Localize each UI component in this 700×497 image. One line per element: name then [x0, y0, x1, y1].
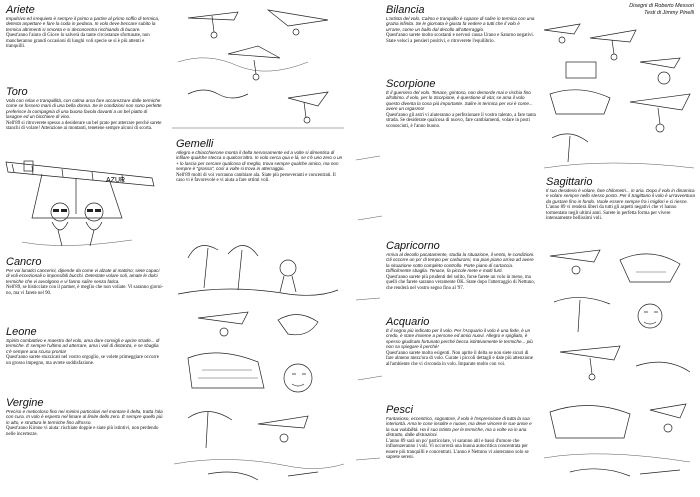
sign-cancro	[6, 256, 164, 296]
sign-title: Pesci	[386, 404, 413, 416]
flying-scenes-drawing	[540, 18, 698, 174]
sign-title: Vergine	[6, 397, 44, 409]
scenes-drawing	[168, 228, 348, 496]
sign-pesci	[386, 404, 536, 461]
sign-forecast-text: Quest'anno l'aiuto di Giove lo salverà da tante circostanze sfortunate, non mancheranno grandi occasioni di lunghi voli specie se si è più attenti e tranquilli.	[6, 33, 150, 50]
credits	[629, 3, 694, 17]
sign-scorpione	[386, 78, 536, 129]
sign-forecast-text: Quest'anno gli astri vi aiuteranno a perfezionare il vostro talento, a fare tanta strada. Se desiderate qualcosa di nuovo, fare cambiamenti, volare in posti sconosciuti, è l'anno buono.	[386, 112, 536, 129]
landing-scenes-drawing	[540, 242, 698, 496]
sign-character-text: Per voi lunatici cancerini, dipende da come vi alzate al mattino; siete capaci di voli eccezionali o impossibili bucchi. Detestate volare soli, amate le dolci termiche che vi avvolgono e vi fanno salire senza fatica.	[6, 268, 160, 284]
sign-character-text: Fantasioso, eccentrico, sognatore, il volo è l'espressione di tutta la sua interiorità. Ama le cose insolite e nuove, ma deve vincere le sue ansie e la sua volubilità. Ha il suo istinto per le termiche, ma a volte va in aria distratto, dalle distrazioni.	[386, 416, 532, 438]
sign-character-text: Spirito combattivo e maestro del volo, ama dare consigli e aprire strade... di termiche. È sempre l'ultimo ad atterrare, ama i voli di distanza, e se sbaglia c'è sempre una scusa pronta!	[6, 338, 160, 354]
sign-character-text: È il segno più indicato per il volo. Per l'Acquario il volo è una fede, è un credo, è stare insieme a persone ed amici nuovi. Allegro e spigliato, è spesso giudicato fortunato perché becca istintivamente le termiche... più non sa spiegare il perché!	[386, 328, 533, 350]
sign-title: Ariete	[6, 4, 35, 16]
sign-title: Toro	[6, 86, 28, 98]
sign-capricorno	[386, 240, 536, 291]
sign-forecast-text: Nell'89, se bisticciate con il partner, è meglio che non voliate. Vi saranno giorni-no, ma vi farete nel 90.	[6, 285, 164, 296]
sign-title: Cancro	[6, 256, 42, 268]
sign-forecast-text: Nell'89 molti di voi vorranno cambiare ala. Siate più perseveranti e concentrati. Il caso vi è favorevole e vi aiuta a fare ottimi voli.	[176, 172, 336, 184]
sign-title: Gemelli	[176, 138, 214, 150]
sign-forecast-text: Quest'anno sarete molto scostanti e nervosi causa Urano e Saturno negativi. State veloci a pensieri positivi, e ritroverete l'equilibrio.	[386, 33, 534, 44]
sign-toro	[6, 86, 164, 132]
sign-title: Sagittario	[546, 176, 593, 188]
plane-label: AZUR	[106, 177, 126, 184]
flying-cartoons-drawing	[168, 2, 348, 136]
sign-title: Scorpione	[386, 78, 436, 90]
sign-character-text: L'artista del volo. Calmo e tranquillo è capace di salire in termica con una grazia infinita. Se le giornata è giusta fa vedere a tutti che il volo è un'arte, come un ballo dal decollo all'atterraggio.	[386, 16, 535, 32]
sign-gemelli	[176, 138, 344, 184]
texts-credit: Testi di Jimmy Pinelli	[644, 10, 694, 16]
right-page	[350, 0, 700, 497]
sign-character-text: Preciso e meticoloso fino nei minimi particolari nel montare il delta, tratta l'ala con cura. In volo è esperto nel limare al limite dello zero. È sempre quello più in alto, e struttura le termiche fino all'osso.	[6, 409, 163, 425]
sign-title: Bilancia	[386, 4, 425, 16]
sign-vergine	[6, 397, 164, 437]
sign-forecast-text: Quest'anno sarete stuzzicati nel vostro orgoglio, se volete primeggiare occorre un grosso impegno, ma avrete soddisfazione.	[6, 355, 159, 366]
drawings-credit: Disegni di Roberto Messori	[629, 3, 694, 9]
sign-leone	[6, 326, 164, 366]
sign-forecast-text: L'anno 89 vi renderà liberi da tutti gli aspetti negativi che vi hanno tormentato negli ultimi anni. Sarete in perfetta forma per vivere intensamente bellissimi voli.	[546, 205, 677, 222]
sign-character-text: Il suo desiderio è volare, fare chilometri... in aria. Dopo il volo in dinamica e volare sempre nello stesso posto. Per il Sagittario il volo è un'avventura da gustare fino in fondo. Vuole essere sempre fra i migliori e ci riesce.	[546, 188, 695, 204]
hang-glider-drawing	[2, 152, 160, 252]
sign-title: Leone	[6, 326, 37, 338]
sign-acquario	[386, 316, 536, 367]
sign-character-text: Impulsivo ed irrequieto è sempre il primo a partire al primo soffio di termica, detesta aspettare e fare la coda in pedana. In volo deve beccare subito la termica altrimenti si smonta e si deconcentra rischiando di bucare.	[6, 16, 160, 32]
sign-character-text: Arriva al decollo pacatamente, studia la situazione, il vento, le condizioni. Gli occorre un po' di tempo per carburarsi, ma pian piano arriva ad avere la situazione sotto completo controllo. Parte piano di cartaccia. Difficilmente sbaglia. Tenace, fa piccole mete e molti furti.	[386, 252, 535, 274]
sign-title: Acquario	[386, 316, 430, 328]
margin-doodles-drawing	[352, 140, 386, 490]
sign-forecast-text: L'anno 89 sarà un po' particolare, vi saranno alti e bassi d'umore che influenzeranno i voli. Vi occorrerà una buona autocritica concentrata per essere più tranquilli e concentrati. L'anno è Nettuno vi aiuteranno solo se saprete sereni.	[386, 438, 529, 461]
sign-character-text: Allegro e chiacchierone monta il delta nervosamente ed a volte si dimentica di infilare qualche stecca o qualcos'altro. In volo cerca qua e là, se c'è uno zero o un + lo lascia per cercare qualcosa di meglio, trova sempre qualche amico, ma non sempre è "grassa", così a volte si trova in atterraggio.	[176, 150, 343, 172]
sign-ariete	[6, 4, 164, 50]
sign-forecast-text: Quest'anno Kirone vi aiuta: rischiate doppie e siate più istintivi, non perdendo nelle incertezze.	[6, 426, 159, 437]
sign-forecast-text: Nell'89 si ritroverete spesso a desiderare un bel prato per atterrare perché sarete stanchi di volare! Attenzione ai montanti, tenetene sempre alcuni di scorta.	[6, 120, 162, 132]
sign-character-text: È il guerriero del volo. Tenace, grintoso, non demorde mai e rischia fino all'ultimo. Il volo, per lo Scorpione, è questione di vita; se ama il volo questo diventa la cosa più importante. Salire in termica per voi è come... avere un orgasmo!	[386, 90, 533, 112]
sign-sagittario	[546, 176, 696, 222]
sign-forecast-text: Quest'anno sarete molto esigenti. Non aprite il delta se non siete sicuri di fare almeno mezz'ora di volo. Curate i piccoli dettagli e date più attenzione all'ambiente che vi circonda in volo. Imparate molto con voi.	[386, 350, 533, 367]
sign-bilancia	[386, 4, 536, 44]
sign-character-text: Vola con relax e tranquillità, con calma arna fare accarezzare dalle termiche come se fossero mani di una bella donna. Se le condizioni non sono perfette preferisce la compagnia di una buona favola davanti a un bel piatto di lasagne ed un bicchiere di vino.	[6, 98, 162, 120]
sign-forecast-text: Quest'anno sarete più prudenti del solito, forse farete un volo in meno, ma quelli che farete saranno veramente OK. State dopo l'atterraggio di Nettuno, che renderà nel vostro segno fino al '97.	[386, 274, 535, 291]
sign-title: Capricorno	[386, 240, 440, 252]
